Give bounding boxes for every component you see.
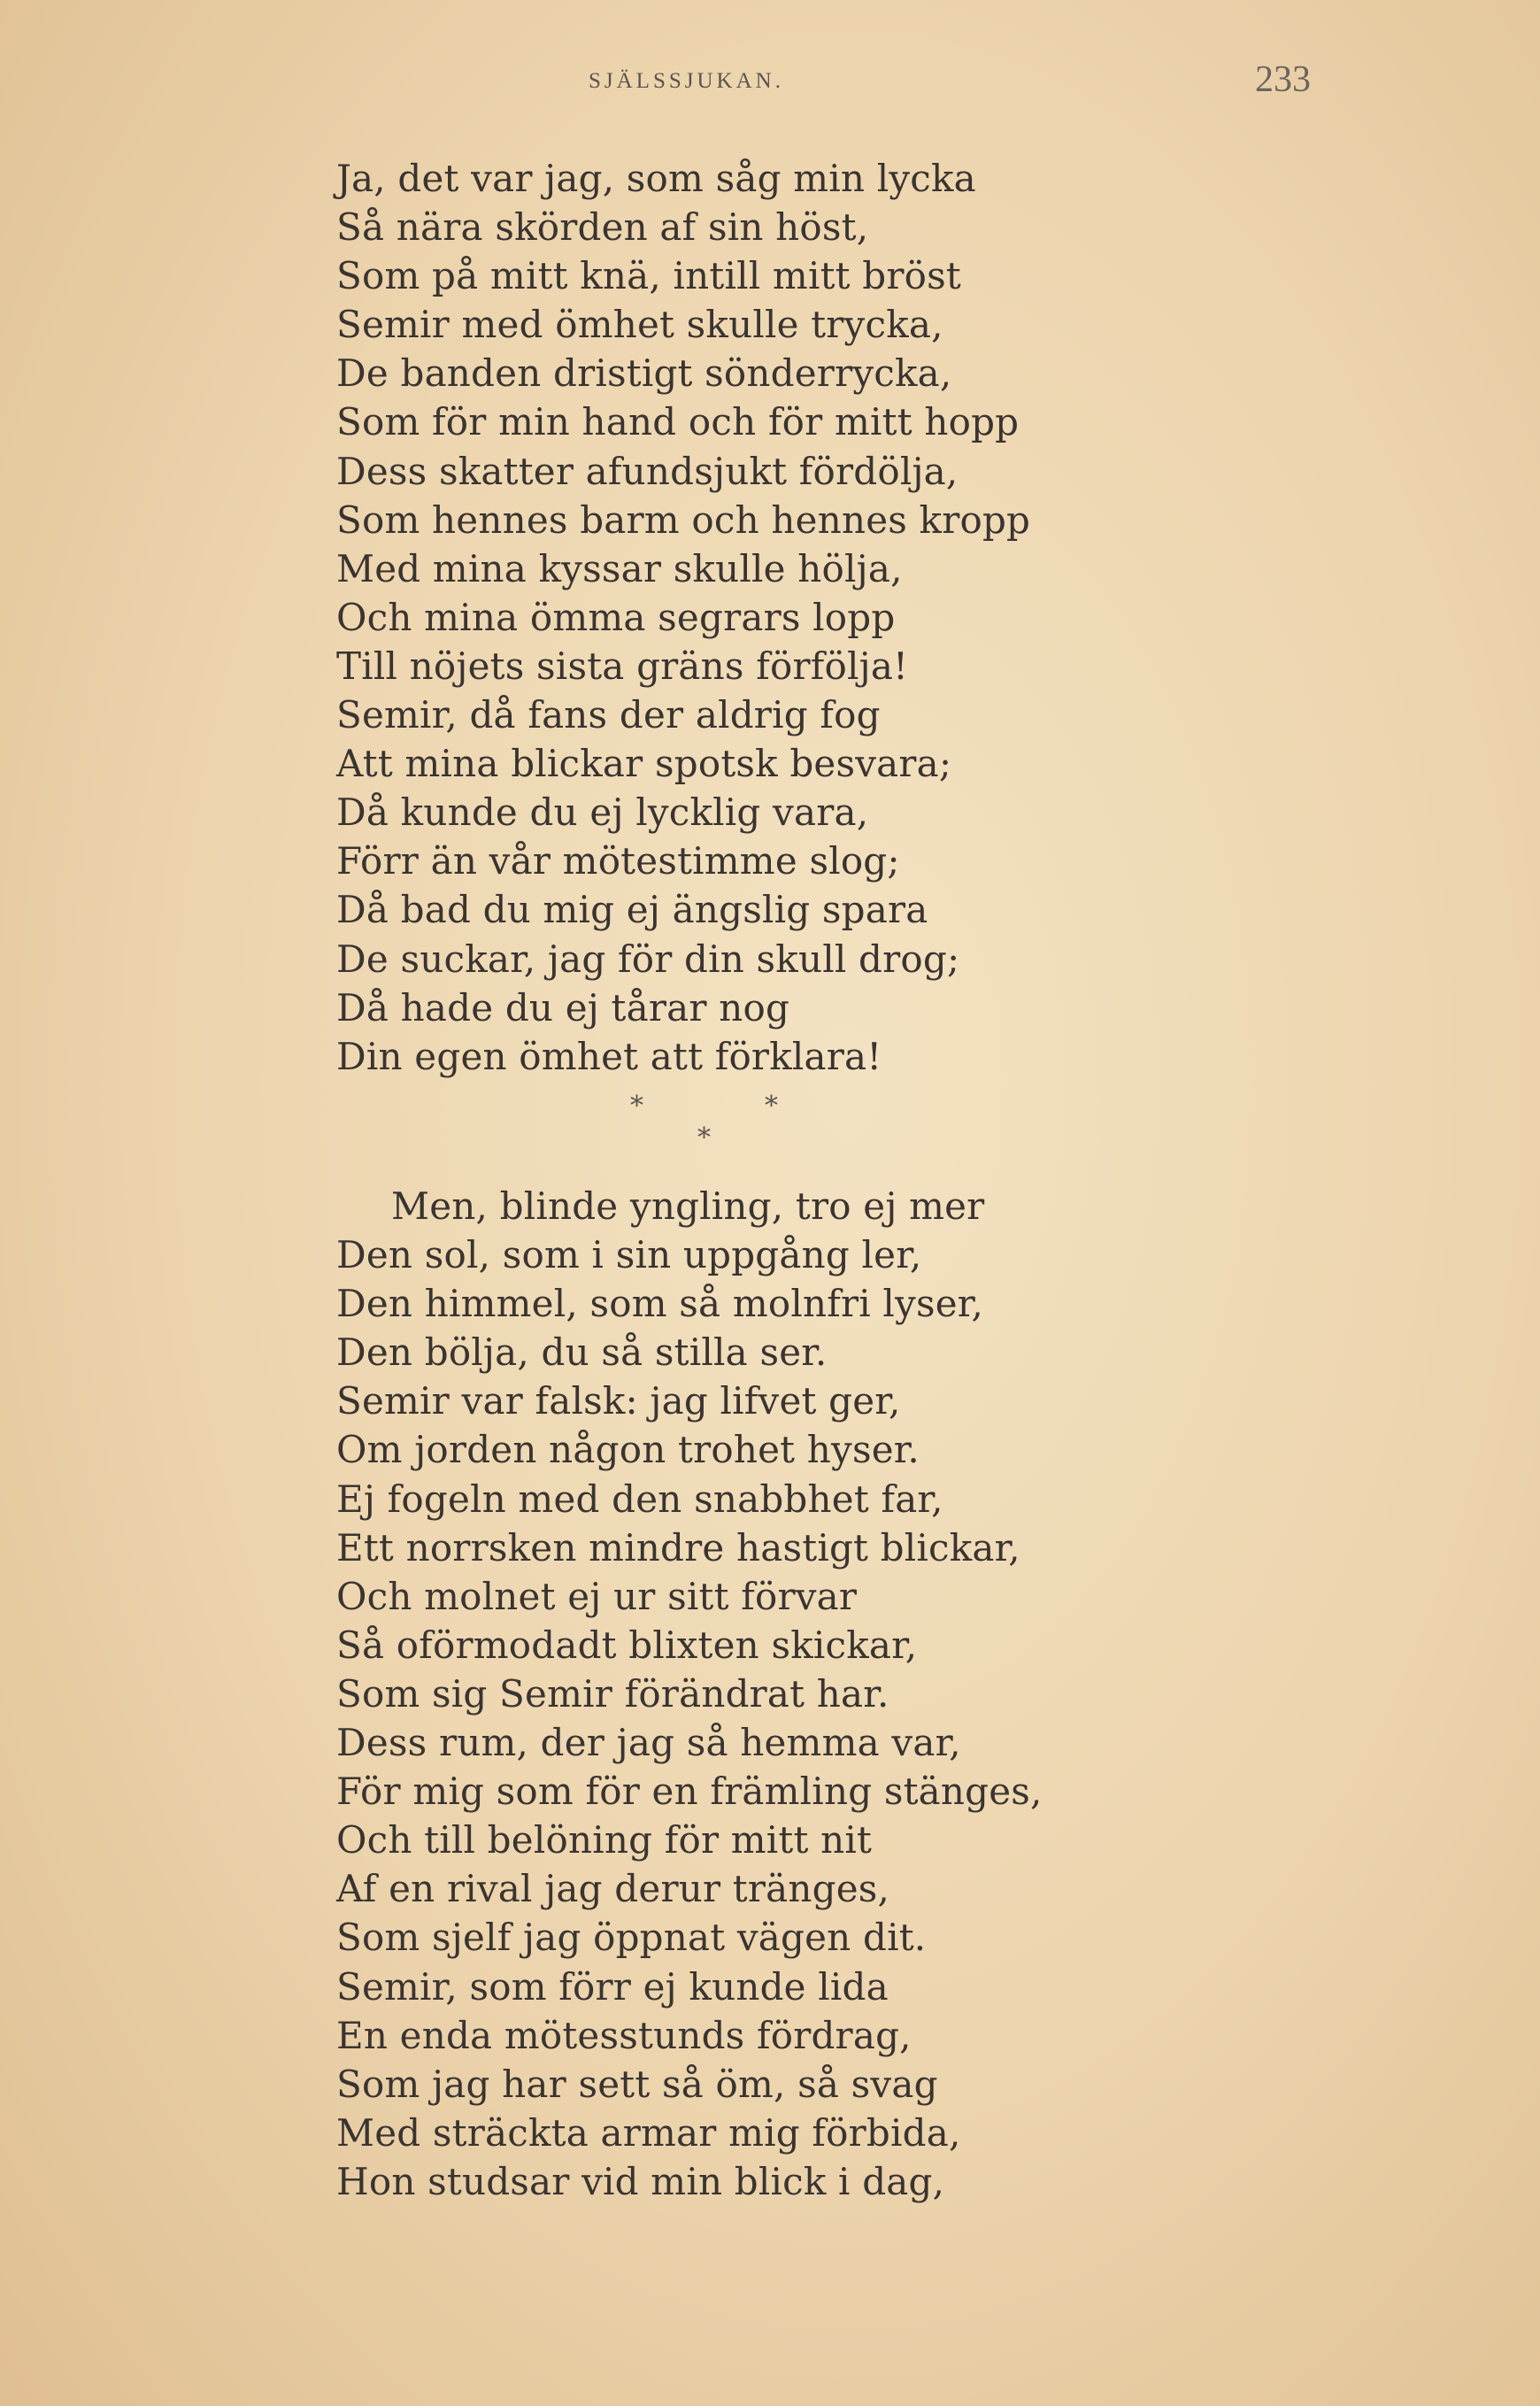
poem-line: Då kunde du ej lycklig vara, [336, 790, 869, 835]
page-header [0, 59, 1540, 117]
poem-line: Förr än vår mötestimme slog; [336, 839, 900, 883]
poem-line: Så oförmodadt blixten skickar, [336, 1623, 918, 1667]
poem-line: Som sjelf jag öppnat vägen dit. [336, 1916, 927, 1960]
running-title: SJÄLSSJUKAN. [589, 69, 784, 93]
poem-line: Den sol, som i sin uppgång ler, [336, 1233, 922, 1277]
poem-line: Semir var falsk: jag lifvet ger, [336, 1379, 901, 1423]
poem-line: Af en rival jag derur tränges, [336, 1867, 890, 1911]
poem-line: För mig som för en främling stänges, [336, 1770, 1043, 1814]
poem-line: Att mina blickar spotsk besvara; [336, 742, 952, 786]
poem-line: Som sig Semir förändrat har. [336, 1671, 889, 1716]
asterisk: * [765, 1091, 778, 1122]
poem-line: Som på mitt knä, intill mitt bröst [336, 254, 961, 298]
poem-line: Som för min hand och för mitt hopp [336, 400, 1020, 444]
section-break-asterism [620, 1091, 779, 1161]
asterisk: * [630, 1091, 643, 1122]
poem-line: De suckar, jag för din skull drog; [336, 937, 960, 981]
poem-line: Den himmel, som så molnfri lyser, [336, 1282, 983, 1326]
poem-line: Men, blinde yngling, tro ej mer [391, 1184, 985, 1228]
poem-line: Och mina ömma segrars lopp [336, 595, 896, 639]
poem-line: De banden dristigt sönderrycka, [336, 351, 952, 396]
poem-line: Då bad du mig ej ängslig spara [336, 888, 928, 932]
stanza-2 [336, 1182, 1043, 2206]
poem-line: Semir, som förr ej kunde lida [336, 1964, 889, 2009]
poem-line: Din egen ömhet att förklara! [336, 1034, 882, 1078]
poem-line: Dess rum, der jag så hemma var, [336, 1721, 961, 1765]
poem-line: Semir med ömhet skulle trycka, [336, 303, 943, 347]
poem-line: Då hade du ej tårar nog [336, 985, 790, 1029]
poem-line: Dess skatter afundsjukt fördölja, [336, 449, 959, 493]
asterisk: * [697, 1122, 711, 1153]
poem-line: Om jorden någon trohet hyser. [336, 1428, 920, 1472]
poem-line: Till nöjets sista gräns förfölja! [336, 644, 909, 688]
poem-line: En enda mötesstunds fördrag, [336, 2013, 912, 2057]
poem-line: Så nära skörden af sin höst, [336, 205, 869, 250]
poem-line: Som jag har sett så öm, så svag [336, 2062, 938, 2106]
poem-line: Med mina kyssar skulle hölja, [336, 546, 903, 590]
poem-line: Med sträckta armar mig förbida, [336, 2110, 961, 2155]
page-number: 233 [1255, 59, 1311, 100]
poem-line: Ett norrsken mindre hastigt blickar, [336, 1525, 1020, 1569]
poem-line: Hon studsar vid min blick i dag, [336, 2159, 945, 2203]
poem-line: Och molnet ej ur sitt förvar [336, 1574, 858, 1618]
stanza-1 [336, 154, 1030, 1081]
poem-line: Ej fogeln med den snabbhet far, [336, 1477, 943, 1521]
poem-line: Som hennes barm och hennes kropp [336, 497, 1031, 542]
poem-line: Semir, då fans der aldrig fog [336, 693, 881, 737]
poem-line: Ja, det var jag, som såg min lycka [336, 157, 976, 200]
poem-line: Den bölja, du så stilla ser. [336, 1330, 828, 1375]
poem-line: Och till belöning för mitt nit [336, 1818, 873, 1862]
